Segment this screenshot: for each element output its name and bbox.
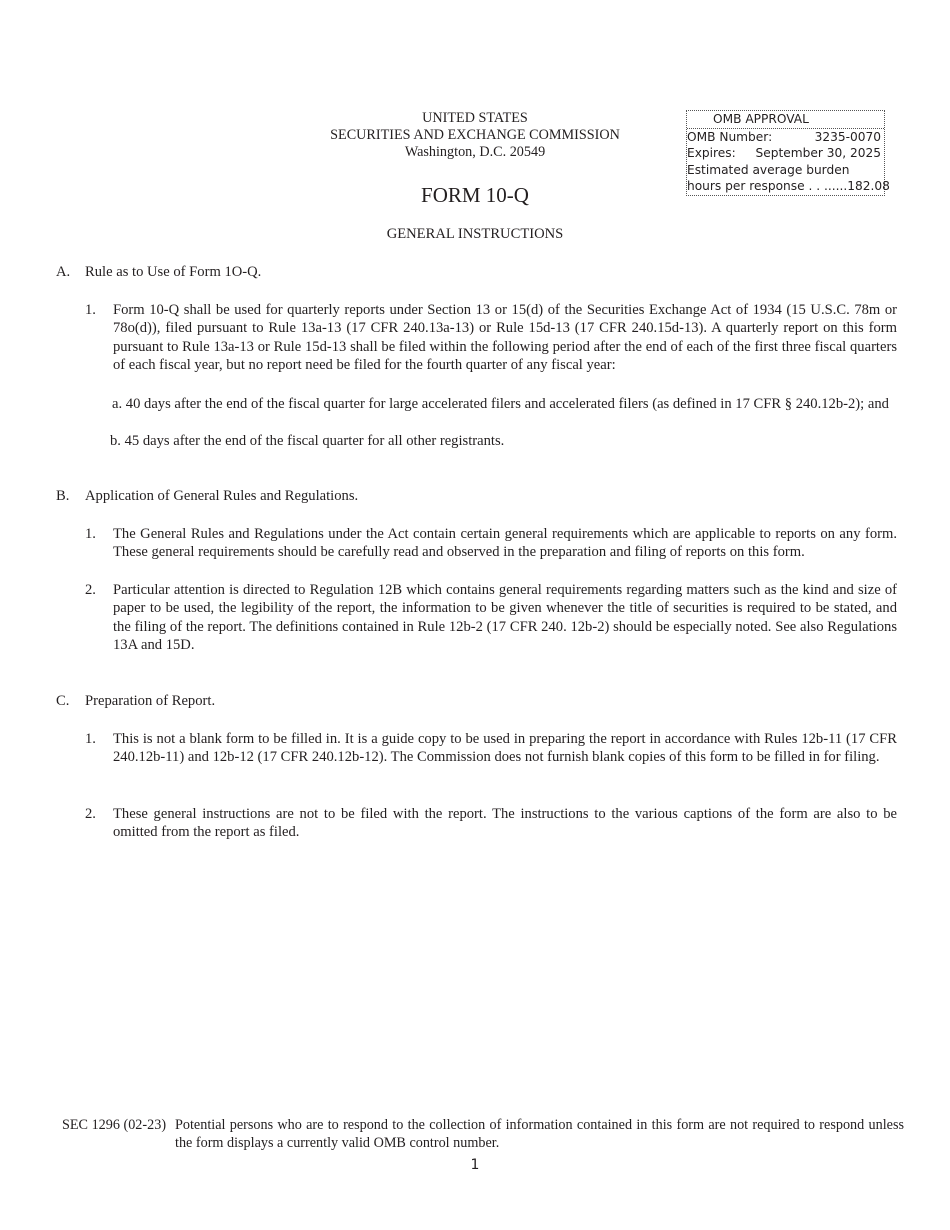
header-line-agency: SECURITIES AND EXCHANGE COMMISSION <box>330 127 620 143</box>
omb-expires-row <box>687 145 884 162</box>
section-a-title: Rule as to Use of Form 1O-Q. <box>85 264 262 280</box>
section-c-item-1-text: This is not a blank form to be filled in. It is a guide copy to be used in preparing the report in accordance with Rules 12b-11 (17 CFR 240.12b-11) and 12b-12 (17 CFR 240.12b-12). The Commission does not furnish blank copies of this form to be filled in for filing. <box>113 731 897 766</box>
omb-approval-box <box>686 110 890 196</box>
section-c-item-1 <box>85 730 897 767</box>
section-a-item-1-text: Form 10-Q shall be used for quarterly reports under Section 13 or 15(d) of the Securities Exchange Act of 1934 (15 U.S.C. 78m or 78o(d)), filed pursuant to Rule 13a-13 (17 CFR 240.13a-13) or Rule 15d-13 (17 CFR 240.15d-13). A quarterly report on this form pursuant to Rule 13a-13 or Rule 15d-13 shall be filed within the following period after the end of each of the first three fiscal quarters of each fiscal year, but no report need be filed for the fourth quarter of any fiscal year: <box>113 302 897 374</box>
section-c-item-2 <box>85 805 897 842</box>
omb-hours-label: hours per response . . ... <box>687 179 836 194</box>
section-c-letter: C. <box>56 693 70 709</box>
header-line-address: Washington, D.C. 20549 <box>404 144 546 160</box>
footer-notice <box>62 1116 904 1153</box>
form-title: FORM 10-Q <box>421 183 529 207</box>
section-c-heading <box>56 693 215 710</box>
section-b-item-1-text: The General Rules and Regulations under the Act contain certain general requirements which are applicable to reports on any form. These general requirements should be carefully read and observed in the preparation and filing of reports on this form. <box>113 526 897 561</box>
omb-burden-label: Estimated average burden <box>687 162 850 177</box>
section-a-heading <box>56 264 261 281</box>
section-b-item-1 <box>85 525 897 562</box>
omb-approval-title: OMB APPROVAL <box>687 111 884 129</box>
section-a-item-1-sub-a: a. 40 days after the end of the fiscal quarter for large accelerated filers and accelerated filers (as defined in 17 CFR § 240.12b-2); and <box>112 396 889 412</box>
omb-hours-row <box>687 178 890 195</box>
section-a-item-1-sub-b: b. 45 days after the end of the fiscal quarter for all other registrants. <box>110 433 505 449</box>
omb-expires-label: Expires: <box>687 146 736 161</box>
omb-number-label: OMB Number: <box>687 129 773 144</box>
omb-expires-value: September 30, 2025 <box>755 146 881 161</box>
form-code: SEC 1296 (02-23) <box>62 1117 167 1133</box>
header-line-country: UNITED STATES <box>422 110 528 126</box>
section-b-item-2-text: Particular attention is directed to Regulation 12B which contains general requirements regarding matters such as the kind and size of paper to be used, the legibility of the report, the information to be given whenever the title of securities is required to be stated, and the filing of the report. The definitions contained in Rule 12b-2 (17 CFR 240. 12b-2) should be especially noted. See also Regulations 13A and 15D. <box>113 582 897 654</box>
agency-header <box>250 110 700 161</box>
general-instructions-heading: GENERAL INSTRUCTIONS <box>386 226 564 242</box>
section-c-item-2-number: 2. <box>85 806 96 822</box>
section-b-item-2-number: 2. <box>85 582 96 598</box>
section-a-item-1-number: 1. <box>85 302 96 318</box>
omb-number-row <box>687 129 884 146</box>
omb-notice-text: Potential persons who are to respond to the collection of information contained in this form are not required to respond unless the form displays a currently valid OMB control number. <box>175 1117 904 1152</box>
section-c-item-2-text: These general instructions are not to be filed with the report. The instructions to the various captions of the form are also to be omitted from the report as filed. <box>113 806 897 841</box>
omb-hours-value: ...182.08 <box>835 179 890 194</box>
section-a-letter: A. <box>56 264 71 280</box>
section-b-letter: B. <box>56 488 70 504</box>
omb-number-value: 3235-0070 <box>814 129 881 144</box>
section-a-item-1 <box>85 301 897 375</box>
section-b-title: Application of General Rules and Regulations. <box>85 488 359 504</box>
omb-burden-row <box>687 162 884 179</box>
section-c-title: Preparation of Report. <box>85 693 216 709</box>
section-b-item-1-number: 1. <box>85 526 96 542</box>
page-number: 1 <box>470 1157 480 1173</box>
section-b-heading <box>56 488 358 505</box>
section-b-item-2 <box>85 581 897 655</box>
section-c-item-1-number: 1. <box>85 731 96 747</box>
